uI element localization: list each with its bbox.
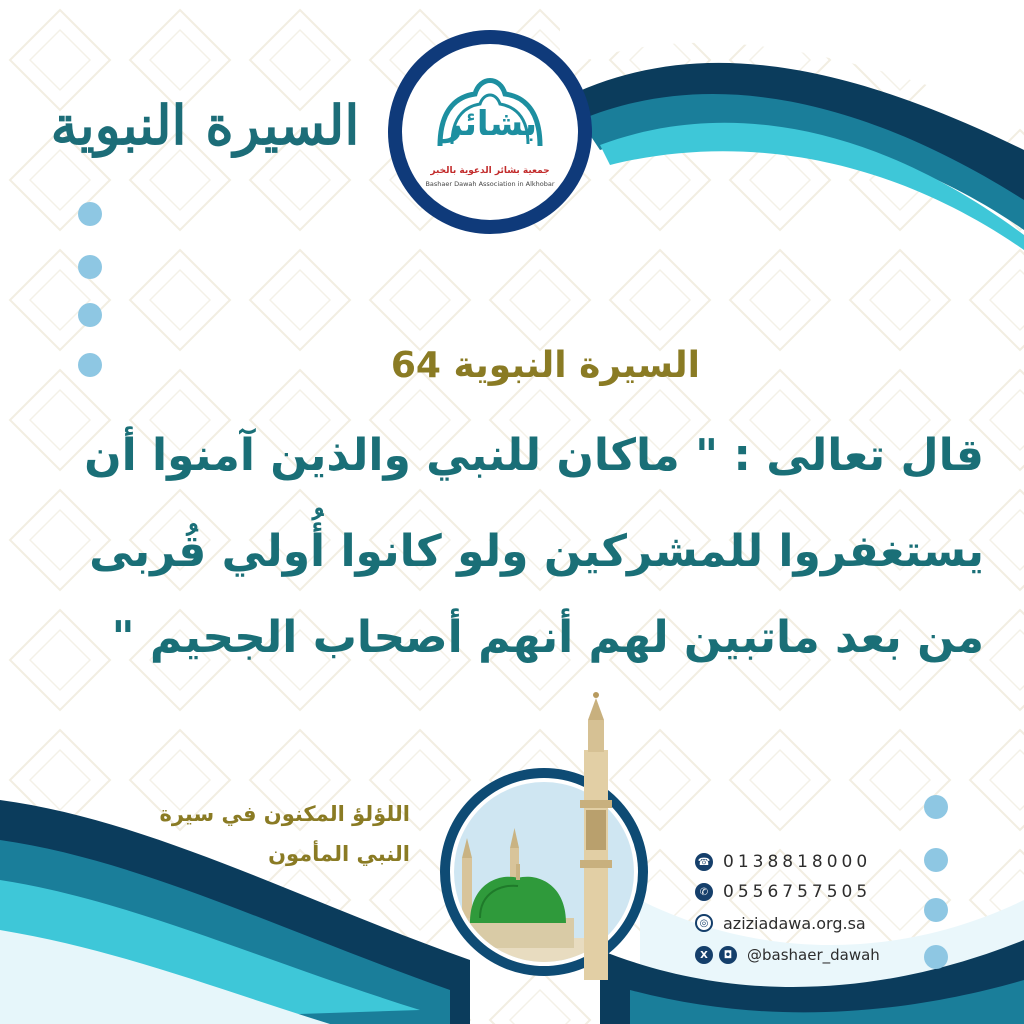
decorative-dot [924, 848, 948, 872]
logo-subtitle-english: Bashaer Dawah Association in Alkhobar [425, 180, 555, 188]
decorative-dot [78, 202, 102, 226]
book-title-line-1: اللؤلؤ المكنون في سيرة [159, 802, 410, 826]
instagram-icon: ◘ [719, 946, 737, 964]
decorative-dot [924, 898, 948, 922]
verse-line-1: قال تعالى : " ماكان للنبي والذين آمنوا أن [84, 430, 984, 481]
globe-icon: ◎ [695, 914, 713, 932]
calligraphy-title: السيرة النبوية [50, 93, 360, 157]
decorative-dot [924, 795, 948, 819]
x-icon: X [695, 946, 713, 964]
minaret-image [568, 690, 624, 980]
decorative-dot [924, 945, 948, 969]
episode-heading: السيرة النبوية 64 [390, 345, 700, 386]
phone-number-2: 0556757505 [723, 882, 872, 902]
contact-phone-2[interactable] [695, 880, 871, 904]
decorative-dot [78, 255, 102, 279]
logo-word: بشائر [442, 104, 538, 144]
contact-phone-1[interactable] [695, 850, 871, 874]
website-url: aziziadawa.org.sa [723, 913, 866, 933]
social-handle: @bashaer_dawah [747, 946, 880, 964]
association-logo [388, 30, 592, 234]
logo-inner [402, 44, 578, 220]
phone-number-1: 0138818000 [723, 852, 872, 872]
decorative-dot [78, 353, 102, 377]
decorative-dot [78, 303, 102, 327]
verse-line-3: من بعد ماتبين لهم أنهم أصحاب الجحيم " [111, 612, 984, 663]
whatsapp-icon: ✆ [695, 883, 713, 901]
verse-line-2: يستغفروا للمشركين ولو كانوا أُولي قُربى [89, 526, 984, 577]
book-title-line-2: النبي المأمون [268, 842, 410, 866]
contact-social[interactable] [695, 943, 880, 967]
logo-subtitle-arabic: جمعية بشائر الدعوية بالخبر [430, 166, 550, 176]
phone-icon: ☎ [695, 853, 713, 871]
contact-website[interactable] [695, 911, 866, 935]
